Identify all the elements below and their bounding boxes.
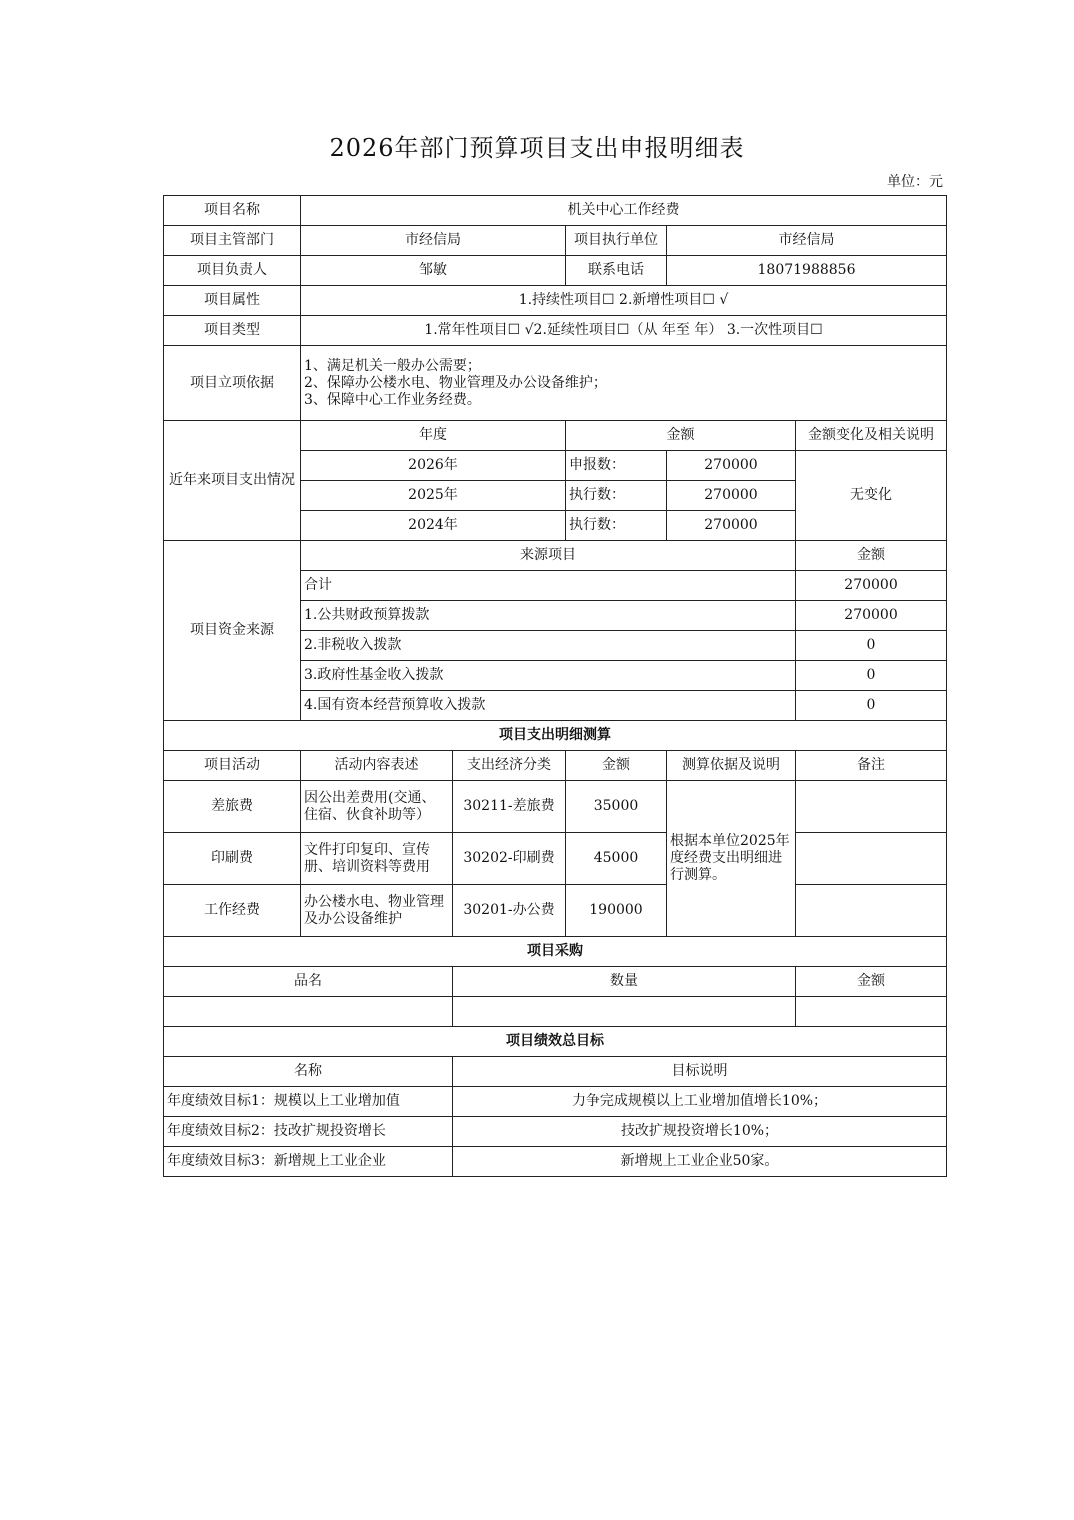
row-detail-header [164,751,947,781]
history-value: 270000 [667,481,796,511]
performance-name: 年度绩效目标2：技改扩规投资增长 [164,1117,453,1147]
funding-source-header: 来源项目 [301,541,796,571]
page-title: 2026年部门预算项目支出申报明细表 [329,134,745,162]
history-year-header: 年度 [301,421,566,451]
project-name-label: 项目名称 [164,196,301,226]
funding-source: 1.公共财政预算拨款 [301,601,796,631]
row-procurement-header [164,967,947,997]
row-detail [164,885,947,937]
row-performance [164,1117,947,1147]
detail-content: 办公楼水电、物业管理及办公设备维护 [301,885,453,937]
phone-label: 联系电话 [566,256,667,286]
phone-value: 18071988856 [667,256,947,286]
history-note-header: 金额变化及相关说明 [796,421,947,451]
history-kind: 申报数： [566,451,667,481]
performance-section-title: 项目绩效总目标 [164,1027,947,1057]
funding-amount: 0 [796,691,947,721]
dept-value: 市经信局 [301,226,566,256]
row-detail [164,781,947,833]
row-basis [164,346,947,421]
history-note: 无变化 [796,451,947,541]
basis-line: 3、保障中心工作业务经费。 [304,391,481,408]
performance-name: 年度绩效目标3：新增规上工业企业 [164,1147,453,1177]
row-performance-section [164,1027,947,1057]
history-label: 近年来项目支出情况 [164,421,301,541]
row-type [164,316,947,346]
row-detail [164,833,947,885]
basis-line: 1、满足机关一般办公需要； [304,357,481,374]
performance-desc: 新增规上工业企业50家。 [453,1147,947,1177]
funding-source: 2.非税收入拨款 [301,631,796,661]
procurement-name [164,997,453,1027]
row-history-header [164,421,947,451]
row-procurement-section [164,937,947,967]
procurement-amount-header: 金额 [796,967,947,997]
funding-label: 项目资金来源 [164,541,301,721]
leader-label: 项目负责人 [164,256,301,286]
basis-value [301,346,947,421]
funding-amount-header: 金额 [796,541,947,571]
detail-content-header: 活动内容表述 [301,751,453,781]
budget-table [163,195,947,1177]
history-value: 270000 [667,451,796,481]
performance-name: 年度绩效目标1：规模以上工业增加值 [164,1087,453,1117]
performance-desc: 力争完成规模以上工业增加值增长10%； [453,1087,947,1117]
detail-remark [796,885,947,937]
row-detail-section [164,721,947,751]
detail-remark [796,781,947,833]
procurement-qty [453,997,796,1027]
row-attr [164,286,947,316]
performance-desc-header: 目标说明 [453,1057,947,1087]
leader-value: 邹敏 [301,256,566,286]
detail-econ-header: 支出经济分类 [453,751,566,781]
type-value: 1.常年性项目☐ √2.延续性项目☐（从 年至 年） 3.一次性项目☐ [301,316,947,346]
history-kind: 执行数： [566,481,667,511]
funding-source: 3.政府性基金收入拨款 [301,661,796,691]
row-project-name [164,196,947,226]
funding-amount: 270000 [796,571,947,601]
row-performance-header [164,1057,947,1087]
basis-label: 项目立项依据 [164,346,301,421]
history-value: 270000 [667,511,796,541]
detail-section-title: 项目支出明细测算 [164,721,947,751]
funding-amount: 270000 [796,601,947,631]
procurement-amount [796,997,947,1027]
detail-basis: 根据本单位2025年度经费支出明细进行测算。 [667,781,796,937]
dept-label: 项目主管部门 [164,226,301,256]
attr-value: 1.持续性项目☐ 2.新增性项目☐ √ [301,286,947,316]
detail-content: 因公出差费用(交通、住宿、伙食补助等） [301,781,453,833]
row-leader [164,256,947,286]
performance-desc: 技改扩规投资增长10%； [453,1117,947,1147]
project-name-value: 机关中心工作经费 [301,196,947,226]
unit-label: 单位：元 [887,174,943,190]
detail-activity-header: 项目活动 [164,751,301,781]
type-label: 项目类型 [164,316,301,346]
detail-econ: 30211-差旅费 [453,781,566,833]
detail-amount: 190000 [566,885,667,937]
detail-activity: 差旅费 [164,781,301,833]
exec-label: 项目执行单位 [566,226,667,256]
row-performance [164,1087,947,1117]
detail-remark-header: 备注 [796,751,947,781]
funding-source: 4.国有资本经营预算收入拨款 [301,691,796,721]
procurement-section-title: 项目采购 [164,937,947,967]
history-amount-header: 金额 [566,421,796,451]
row-procurement-empty [164,997,947,1027]
funding-amount: 0 [796,631,947,661]
exec-value: 市经信局 [667,226,947,256]
performance-name-header: 名称 [164,1057,453,1087]
history-year: 2024年 [301,511,566,541]
row-dept [164,226,947,256]
detail-content: 文件打印复印、宣传册、培训资料等费用 [301,833,453,885]
detail-econ: 30202-印刷费 [453,833,566,885]
detail-amount: 45000 [566,833,667,885]
attr-label: 项目属性 [164,286,301,316]
procurement-name-header: 品名 [164,967,453,997]
history-year: 2025年 [301,481,566,511]
detail-activity: 印刷费 [164,833,301,885]
detail-amount: 35000 [566,781,667,833]
detail-remark [796,833,947,885]
detail-amount-header: 金额 [566,751,667,781]
detail-basis-header: 测算依据及说明 [667,751,796,781]
history-year: 2026年 [301,451,566,481]
detail-econ: 30201-办公费 [453,885,566,937]
history-kind: 执行数： [566,511,667,541]
basis-line: 2、保障办公楼水电、物业管理及办公设备维护； [304,374,607,391]
row-performance [164,1147,947,1177]
funding-amount: 0 [796,661,947,691]
row-funding-header [164,541,947,571]
detail-activity: 工作经费 [164,885,301,937]
procurement-qty-header: 数量 [453,967,796,997]
funding-source: 合计 [301,571,796,601]
